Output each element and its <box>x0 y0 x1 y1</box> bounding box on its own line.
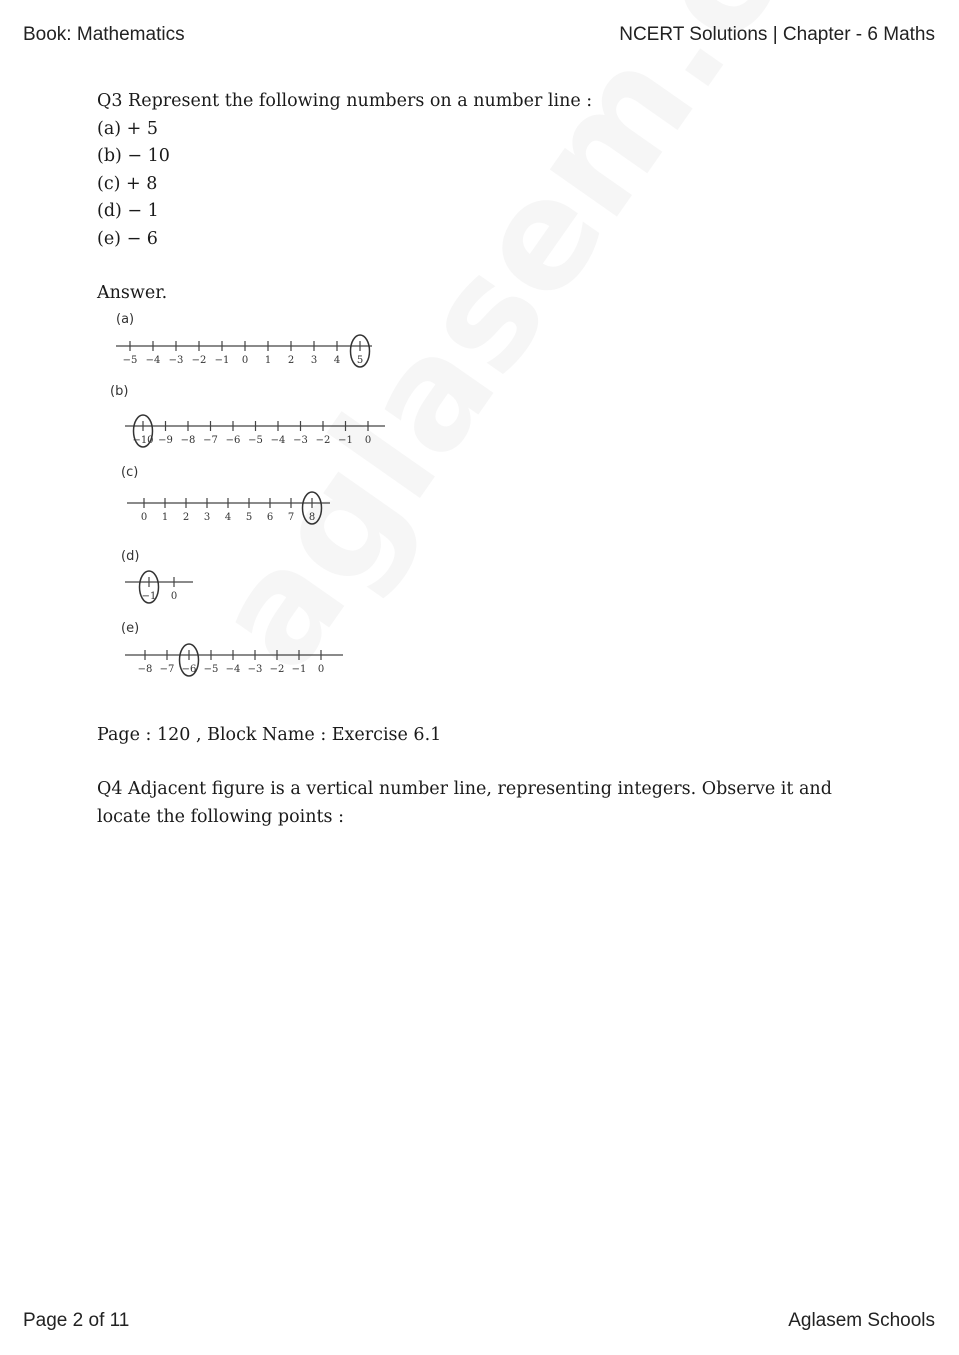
number-line-d <box>115 545 215 610</box>
footer-brand: Aglasem Schools <box>788 1310 935 1331</box>
question-3-prompt: Q3 Represent the following numbers on a number line : <box>97 91 593 111</box>
tick-label: −1 <box>141 591 157 602</box>
page-reference: Page : 120 , Block Name : Exercise 6.1 <box>97 725 442 745</box>
tick-label: −3 <box>247 664 263 675</box>
tick-label: 6 <box>266 512 274 523</box>
question-3-item: (d) − 1 <box>97 201 159 221</box>
tick-label: −9 <box>158 435 173 446</box>
tick-label: −1 <box>291 664 307 675</box>
tick-label: −2 <box>315 435 331 446</box>
tick-label: −7 <box>159 664 175 675</box>
tick-label: −2 <box>191 355 207 366</box>
tick-label: 3 <box>310 355 318 366</box>
tick-label: 1 <box>161 512 169 523</box>
footer-page-number: Page 2 of 11 <box>23 1310 130 1331</box>
question-3-item: (e) − 6 <box>97 228 158 249</box>
tick-label: 0 <box>140 512 148 523</box>
tick-label: −1 <box>338 435 353 446</box>
answer-label: Answer. <box>97 283 168 303</box>
tick-label: −5 <box>248 435 263 446</box>
tick-label: 4 <box>224 512 232 523</box>
tick-label: −1 <box>214 355 230 366</box>
number-line-tag: (a) <box>116 312 135 327</box>
tick-label: −8 <box>137 664 153 675</box>
tick-label: −10 <box>132 435 154 446</box>
tick-label: 4 <box>333 355 341 366</box>
number-line-e <box>115 617 355 682</box>
tick-label: 1 <box>264 355 272 366</box>
tick-label: −6 <box>225 435 241 446</box>
number-line-a <box>110 308 390 373</box>
number-line-tag: (e) <box>121 621 140 636</box>
tick-label: −5 <box>203 664 219 675</box>
tick-label: −5 <box>122 355 138 366</box>
number-line-tag: (c) <box>121 465 139 480</box>
question-3-item: (b) − 10 <box>97 146 170 166</box>
tick-label: −4 <box>225 664 241 675</box>
tick-label: 5 <box>245 512 253 523</box>
tick-label: 5 <box>356 355 364 366</box>
tick-label: 3 <box>203 512 211 523</box>
question-3-item: (a) + 5 <box>97 118 159 139</box>
tick-label: 2 <box>287 355 295 366</box>
tick-label: 0 <box>317 664 325 675</box>
tick-label: −2 <box>269 664 285 675</box>
question-3 <box>97 88 592 253</box>
number-line-tag: (b) <box>110 384 129 399</box>
question-3-item: (c) + 8 <box>97 173 158 194</box>
tick-label: −8 <box>180 435 196 446</box>
tick-label: 2 <box>182 512 190 523</box>
tick-label: 7 <box>287 512 295 523</box>
header-book: Book: Mathematics <box>23 24 185 45</box>
tick-label: 0 <box>241 355 249 366</box>
number-line-b <box>105 380 395 455</box>
question-4: Q4 Adjacent figure is a vertical number line, representing integers. Observe it and locate the following points : <box>97 779 832 827</box>
tick-label: 8 <box>308 512 316 523</box>
number-line-tag: (d) <box>121 549 140 564</box>
tick-label: −3 <box>168 355 184 366</box>
number-line-c <box>115 460 345 535</box>
tick-label: −4 <box>270 435 286 446</box>
tick-label: −7 <box>203 435 218 446</box>
tick-label: 0 <box>364 435 372 446</box>
tick-label: −3 <box>293 435 308 446</box>
tick-label: −6 <box>181 664 197 675</box>
header-title: NCERT Solutions | Chapter - 6 Maths <box>619 24 935 45</box>
tick-label: −4 <box>145 355 161 366</box>
tick-label: 0 <box>170 591 178 602</box>
